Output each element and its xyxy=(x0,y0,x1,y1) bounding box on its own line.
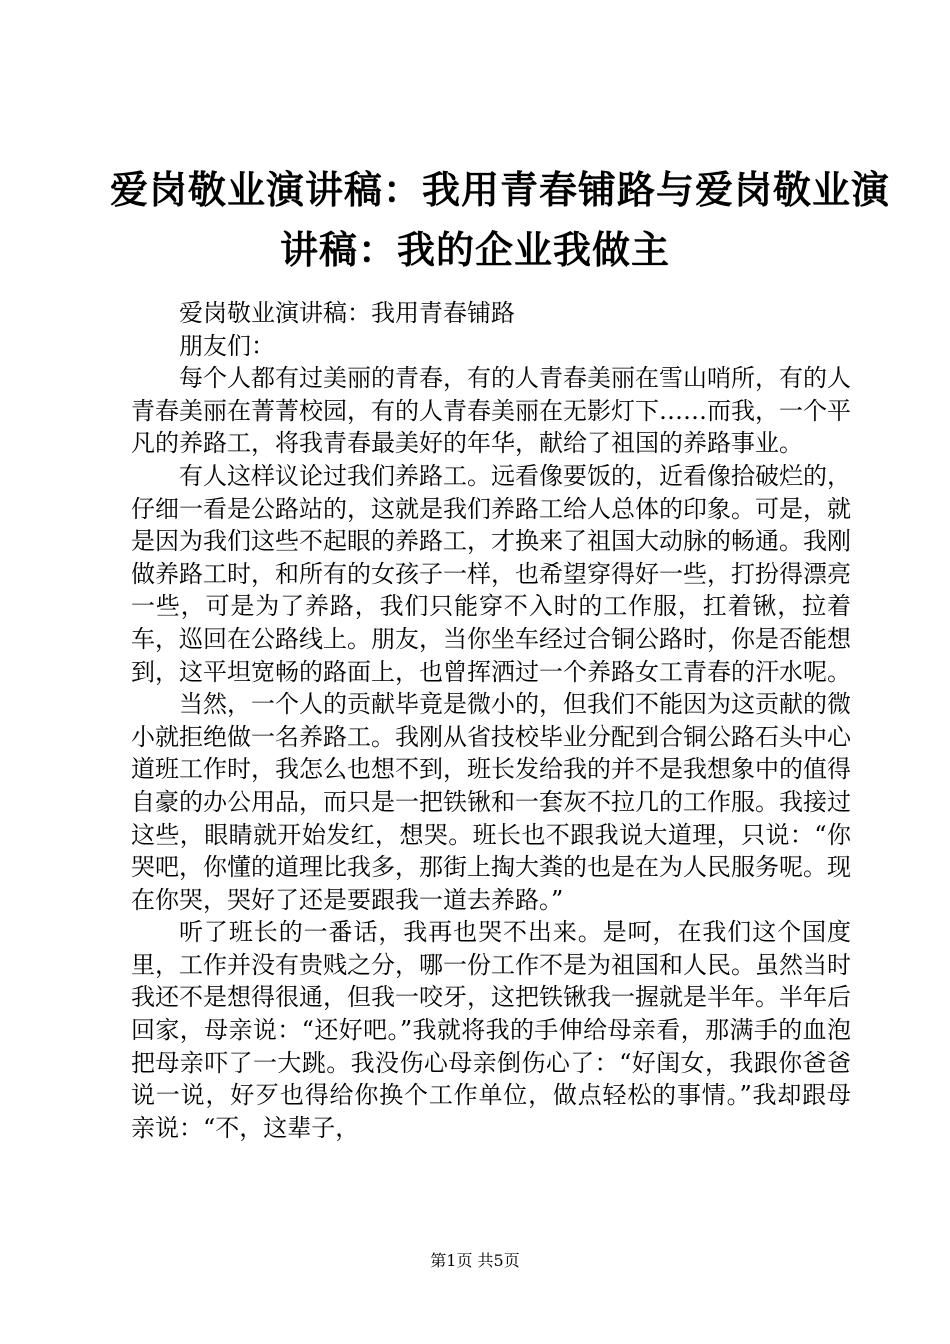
paragraph: 当然，一个人的贡献毕竟是微小的，但我们不能因为这贡献的微小就拒绝做一名养路工。我刚从省技校毕业分配到合铜公路石头中心道班工作时，我怎么也想不到，班长发给我的并不是我想象中的值得自豪的办公用品，而只是一把铁锹和一套灰不拉几的工作服。我接过这些，眼睛就开始发红，想哭。班长也不跟我说大道理，只说：“你哭吧，你懂的道理比我多，那街上掏大粪的也是在为人民服务呢。现在你哭，哭好了还是要跟我一道去养路。” xyxy=(131,690,851,914)
page-number-footer: 第1页 共5页 xyxy=(430,1251,520,1270)
paragraph: 有人这样议论过我们养路工。远看像要饭的，近看像拾破烂的，仔细一看是公路站的，这就是我们养路工给人总体的印象。可是，就是因为我们这些不起眼的养路工，才换来了祖国大动脉的畅通。我刚做养路工时，和所有的女孩子一样，也希望穿得好一些，打扮得漂亮一些，可是为了养路，我们只能穿不入时的工作服，扛着锹，拉着车，巡回在公路线上。朋友，当你坐车经过合铜公路时，你是否能想到，这平坦宽畅的路面上，也曾挥洒过一个养路女工青春的汗水呢。 xyxy=(131,461,851,686)
speech-subtitle: 爱岗敬业演讲稿：我用青春铺路 xyxy=(179,299,515,327)
document-body xyxy=(131,297,851,1144)
salutation: 朋友们： xyxy=(179,331,275,360)
paragraph: 每个人都有过美丽的青春，有的人青春美丽在雪山哨所，有的人青春美丽在菁菁校园，有的人青春美丽在无影灯下……而我，一个平凡的养路工，将我青春最美好的年华，献给了祖国的养路事业。 xyxy=(131,364,851,458)
document-title xyxy=(110,160,891,280)
title-line-1: 爱岗敬业演讲稿：我用青春铺路与爱岗敬业演 xyxy=(110,167,891,212)
paragraph: 听了班长的一番话，我再也哭不出来。是呵，在我们这个国度里，工作并没有贵贱之分，哪一份工作不是为祖国和人民。虽然当时我还不是想得很通，但我一咬牙，这把铁锹我一握就是半年。半年后回家，母亲说：“还好吧。”我就将我的手伸给母亲看，那满手的血泡把母亲吓了一大跳。我没伤心母亲倒伤心了：“好闺女，我跟你爸爸说一说，好歹也得给你换个工作单位，做点轻松的事情。”我却跟母亲说：“不，这辈子， xyxy=(131,918,851,1142)
title-line-2: 讲稿：我的企业我做主 xyxy=(279,227,670,272)
